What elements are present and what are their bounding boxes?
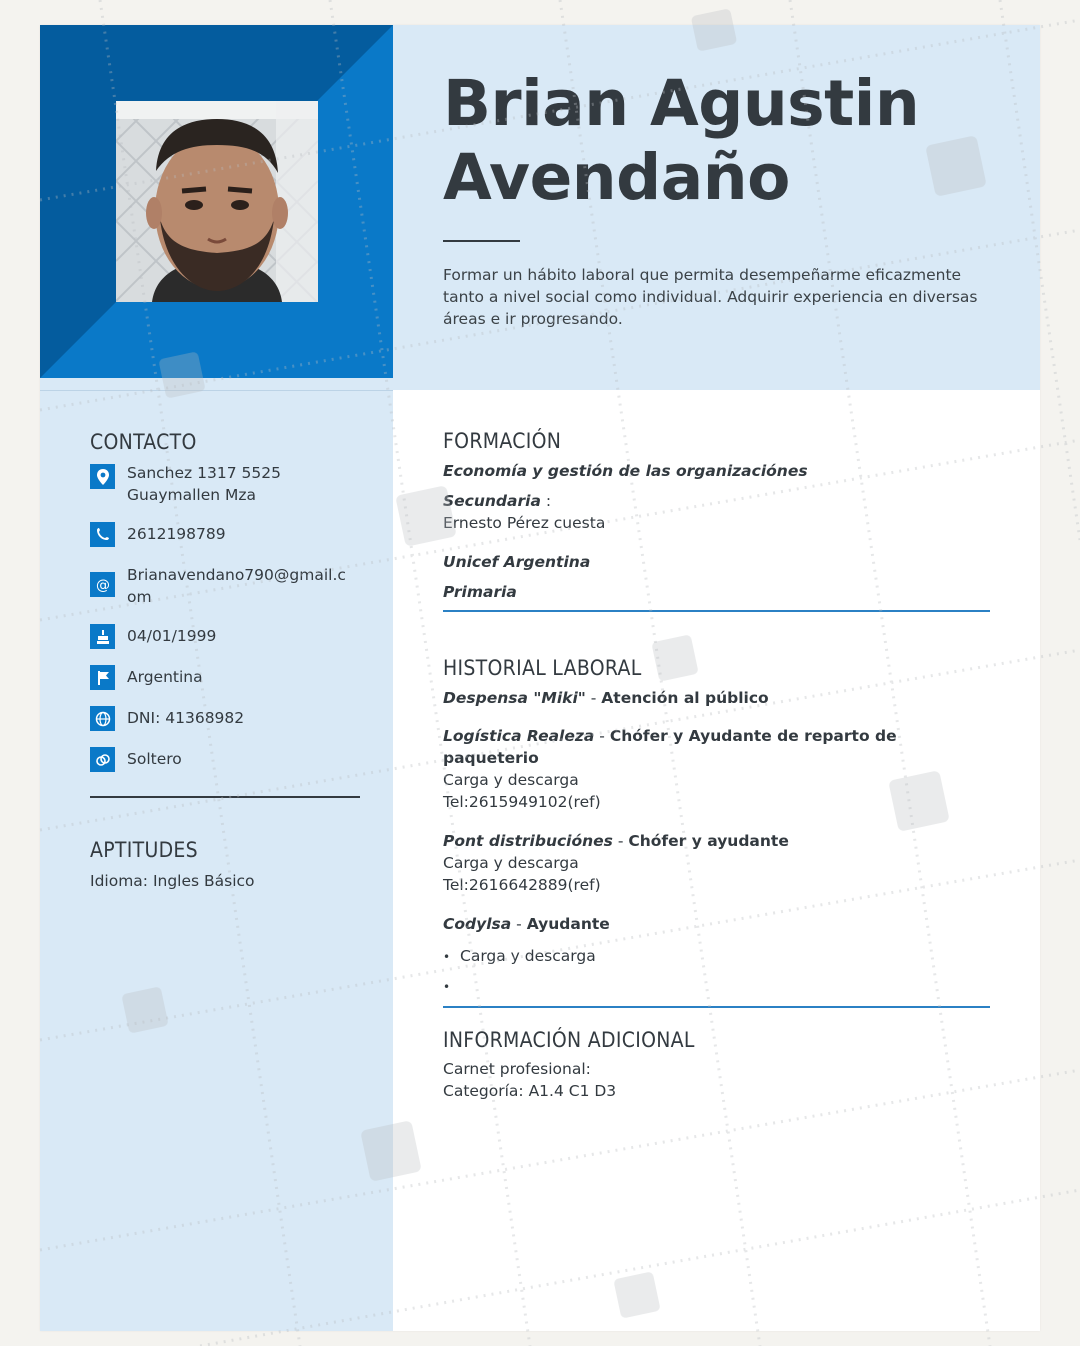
birthday-cake-icon bbox=[90, 624, 115, 649]
secundaria-school: Ernesto Pérez cuesta bbox=[443, 514, 606, 532]
profile-photo bbox=[116, 101, 318, 302]
bullet-dot: • bbox=[443, 950, 451, 964]
contact-nationality bbox=[90, 666, 360, 690]
name-underline bbox=[443, 240, 520, 242]
rings-icon bbox=[90, 747, 115, 772]
email-address[interactable]: Brianavendano790@gmail.com bbox=[127, 566, 346, 606]
job-separator: - bbox=[612, 832, 629, 850]
job-separator: - bbox=[594, 727, 610, 745]
job-bullet-empty: • bbox=[443, 980, 451, 994]
contact-phone bbox=[90, 523, 360, 547]
contact-birthdate bbox=[90, 625, 360, 649]
job-detail: Carga y descarga bbox=[443, 771, 579, 789]
adicional-section bbox=[443, 1029, 990, 1102]
aptitudes-text: Idioma: Ingles Básico bbox=[90, 872, 255, 890]
phone-icon bbox=[90, 522, 115, 547]
globe-icon bbox=[90, 706, 115, 731]
contact-email bbox=[90, 564, 360, 608]
historial-title: HISTORIAL LABORAL bbox=[443, 656, 642, 680]
objective-text: Formar un hábito laboral que permita desempeñarme eficazmente tanto a nivel social como individual. Adquirir experiencia en diversas áreas e ir progresando. bbox=[443, 266, 978, 328]
phone-number: 2612198789 bbox=[127, 525, 226, 543]
formacion-item-economia: Economía y gestión de las organizaciónes bbox=[443, 462, 808, 480]
sidebar-divider bbox=[40, 390, 393, 391]
formacion-item-secundaria bbox=[443, 490, 990, 512]
contact-section bbox=[90, 430, 360, 789]
address-line-1: Sanchez 1317 5525 bbox=[127, 464, 281, 482]
job-reference-phone: Tel:2616642889(ref) bbox=[443, 876, 601, 894]
job-company: Pont distribuciónes bbox=[443, 832, 613, 850]
job-separator: - bbox=[585, 689, 602, 707]
job-role: Atención al público bbox=[601, 689, 769, 707]
location-pin-icon bbox=[90, 464, 115, 489]
job-role: Chófer y Ayudante de reparto de paqueterio bbox=[443, 727, 897, 767]
resume-page bbox=[40, 25, 1040, 1331]
nationality: Argentina bbox=[127, 668, 203, 686]
birthdate: 04/01/1999 bbox=[127, 627, 217, 645]
name-line-2: Avendaño bbox=[443, 141, 790, 214]
job-role: Ayudante bbox=[526, 915, 610, 933]
secundaria-separator: : bbox=[540, 492, 552, 510]
job-bullet-text: Carga y descarga bbox=[460, 947, 596, 965]
contact-title: CONTACTO bbox=[90, 430, 197, 454]
job-separator: - bbox=[511, 915, 527, 933]
job-entry bbox=[443, 687, 990, 709]
job-detail: Carga y descarga bbox=[443, 854, 579, 872]
historial-section bbox=[443, 657, 990, 1008]
job-company: Despensa "Miki" bbox=[443, 689, 586, 707]
job-company: Codylsa bbox=[443, 915, 512, 933]
dni-number: DNI: 41368982 bbox=[127, 709, 245, 727]
formacion-section bbox=[443, 430, 990, 612]
historial-divider bbox=[443, 1006, 990, 1008]
address-line-2: Guaymallen Mza bbox=[127, 486, 257, 504]
adicional-title: INFORMACIÓN ADICIONAL bbox=[443, 1028, 695, 1052]
formacion-item-primaria: Primaria bbox=[443, 583, 517, 601]
marital-status: Soltero bbox=[127, 750, 182, 768]
job-role: Chófer y ayudante bbox=[628, 832, 789, 850]
adicional-line-1: Carnet profesional: bbox=[443, 1060, 591, 1078]
full-name bbox=[443, 67, 1003, 215]
secundaria-label: Secundaria bbox=[443, 492, 541, 510]
job-entry bbox=[443, 913, 990, 935]
job-bullet-item bbox=[443, 945, 990, 968]
contact-divider bbox=[90, 796, 360, 798]
adicional-line-2: Categoría: A1.4 C1 D3 bbox=[443, 1082, 617, 1100]
name-line-1: Brian Agustin bbox=[443, 67, 920, 140]
formacion-divider bbox=[443, 610, 990, 612]
formacion-title: FORMACIÓN bbox=[443, 429, 562, 453]
formacion-item-unicef: Unicef Argentina bbox=[443, 553, 591, 571]
email-at-icon bbox=[90, 572, 115, 597]
contact-dni bbox=[90, 707, 360, 731]
flag-icon bbox=[90, 665, 115, 690]
job-reference-phone: Tel:2615949102(ref) bbox=[443, 793, 601, 811]
aptitudes-section bbox=[90, 838, 360, 892]
contact-marital-status bbox=[90, 748, 360, 772]
job-company: Logística Realeza bbox=[443, 727, 595, 745]
svg-text:@: @ bbox=[95, 577, 110, 593]
job-entry bbox=[443, 725, 990, 769]
contact-list bbox=[90, 462, 360, 772]
photo-block bbox=[40, 25, 393, 378]
contact-address bbox=[90, 462, 360, 506]
aptitudes-title: APTITUDES bbox=[90, 838, 198, 862]
job-entry bbox=[443, 830, 990, 852]
